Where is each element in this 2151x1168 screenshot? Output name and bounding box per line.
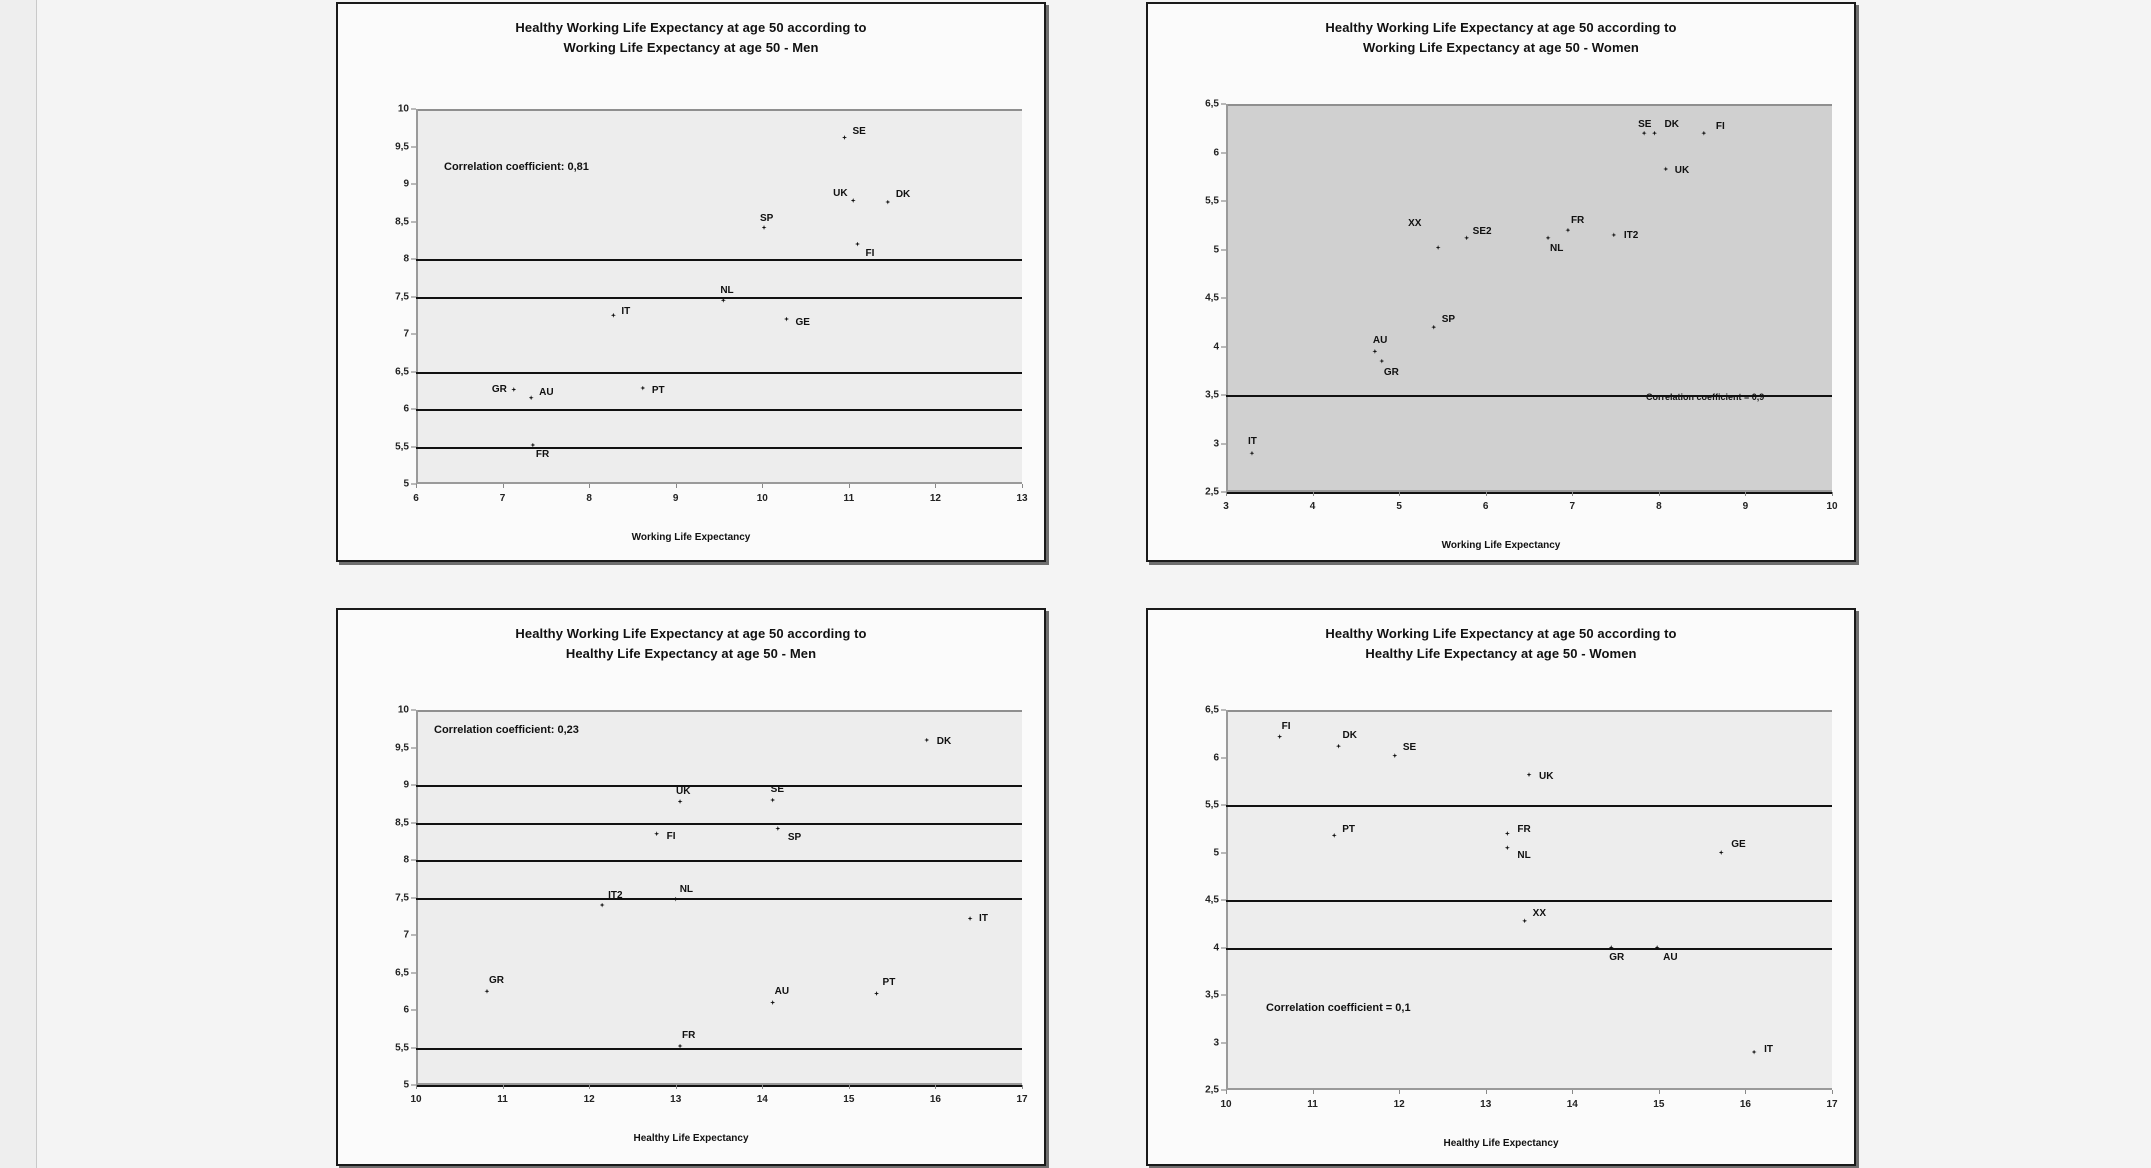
data-point-marker xyxy=(1751,1049,1758,1056)
y-axis-tick-mark xyxy=(1221,104,1226,105)
data-point-label: NL xyxy=(720,285,734,297)
data-point-marker xyxy=(1641,130,1648,137)
x-axis-tick-label: 16 xyxy=(1739,1099,1751,1110)
y-axis-tick-label: 9,5 xyxy=(395,742,409,753)
gridline xyxy=(1226,492,1832,494)
y-axis-tick-label: 4 xyxy=(1213,942,1219,953)
y-axis-tick-label: 6,5 xyxy=(395,366,409,377)
data-point-label: IT2 xyxy=(608,890,623,901)
x-axis-tick-mark xyxy=(676,484,677,488)
data-point-label: GE xyxy=(1731,838,1746,850)
y-axis-tick-mark xyxy=(1221,710,1226,711)
y-axis-tick-mark xyxy=(1221,395,1226,396)
y-axis-tick-label: 6 xyxy=(1213,147,1219,158)
data-point-label: SE xyxy=(852,125,866,137)
x-axis-tick-mark xyxy=(1572,1090,1573,1094)
x-axis-tick-mark xyxy=(762,484,763,488)
plot-background xyxy=(1226,104,1832,492)
x-axis-tick-mark xyxy=(1486,1090,1487,1094)
data-point-marker xyxy=(528,394,535,401)
data-point-label: PT xyxy=(1342,824,1355,836)
y-axis-tick-mark xyxy=(411,221,416,222)
gridline xyxy=(1226,805,1832,807)
x-axis-tick-mark xyxy=(503,484,504,488)
gridline xyxy=(416,1085,1022,1087)
data-point-label: IT xyxy=(1247,436,1257,448)
chart-panel-bottom-left xyxy=(336,608,1046,1166)
y-axis-tick-label: 3 xyxy=(1213,1037,1219,1048)
data-point-marker xyxy=(529,442,536,449)
x-axis-tick-label: 4 xyxy=(1309,501,1316,512)
gridline xyxy=(416,898,1022,900)
x-axis-tick-label: 15 xyxy=(1653,1099,1665,1110)
y-axis-tick-mark xyxy=(1221,298,1226,299)
x-axis-tick-mark xyxy=(1226,1090,1227,1094)
data-point-label: NL xyxy=(1517,849,1531,861)
x-axis-tick-mark xyxy=(1399,1090,1400,1094)
data-point-label: AU xyxy=(1372,335,1388,347)
data-point-marker xyxy=(1526,771,1533,778)
data-point-label: FI xyxy=(666,830,676,842)
y-axis-tick-label: 7,5 xyxy=(395,892,409,903)
data-point-label: SP xyxy=(760,212,774,224)
data-point-marker xyxy=(677,1043,684,1050)
data-point-label: PT xyxy=(882,976,896,988)
x-axis-tick-mark xyxy=(589,1085,590,1089)
y-axis-tick-label: 7,5 xyxy=(395,291,409,302)
panel-title-line-1: Healthy Working Life Expectancy at age 50 according to xyxy=(1325,626,1677,641)
y-axis-tick-label: 5 xyxy=(1213,244,1219,255)
panel-title-line-2: Working Life Expectancy at age 50 - Women xyxy=(1363,40,1639,56)
x-axis-title: Working Life Expectancy xyxy=(1441,540,1561,551)
data-point-marker xyxy=(639,385,646,392)
data-point-marker xyxy=(1378,358,1385,365)
data-point-label: GR xyxy=(1383,367,1399,379)
data-point-marker xyxy=(1545,234,1552,241)
correlation-coefficient-annotation: Correlation coefficient = 0,1 xyxy=(1266,1002,1411,1014)
x-axis-line xyxy=(1226,1088,1832,1090)
x-axis-tick-label: 12 xyxy=(1393,1099,1405,1110)
x-axis-tick-label: 7 xyxy=(1569,501,1576,512)
data-point-marker xyxy=(1335,743,1342,750)
y-axis-tick-label: 8,5 xyxy=(395,216,409,227)
panel-title-line-1: Healthy Working Life Expectancy at age 50 according to xyxy=(515,626,867,641)
correlation-coefficient-annotation: Correlation coefficient: 0,81 xyxy=(444,161,589,173)
x-axis-tick-mark xyxy=(503,1085,504,1089)
gridline xyxy=(416,1048,1022,1050)
x-axis-tick-mark xyxy=(416,1085,417,1089)
x-axis-tick-mark xyxy=(1022,1085,1023,1089)
gridline xyxy=(416,447,1022,449)
data-point-label: FI xyxy=(1281,720,1291,732)
gridline xyxy=(416,259,1022,261)
data-point-marker xyxy=(1435,244,1442,251)
x-axis-tick-label: 12 xyxy=(929,493,941,504)
x-axis-tick-mark xyxy=(762,1085,763,1089)
y-axis-tick-mark xyxy=(1221,900,1226,901)
y-axis-tick-mark xyxy=(411,935,416,936)
y-axis-tick-label: 6 xyxy=(403,1004,409,1016)
x-axis-tick-mark xyxy=(1022,484,1023,488)
data-point-marker xyxy=(769,999,776,1006)
data-point-label: SE2 xyxy=(1472,225,1492,237)
data-point-label: IT2 xyxy=(1623,229,1639,241)
x-axis-tick-label: 10 xyxy=(410,1094,422,1105)
plot-top-rule xyxy=(416,109,1022,111)
panel-title-line-2: Healthy Life Expectancy at age 50 - Men xyxy=(565,646,817,662)
x-axis-tick-label: 10 xyxy=(1220,1099,1232,1110)
x-axis-tick-mark xyxy=(935,1085,936,1089)
data-point-label: XX xyxy=(1532,907,1546,919)
data-point-marker xyxy=(1276,733,1283,740)
data-point-label: GR xyxy=(488,975,504,987)
x-axis-tick-label: 13 xyxy=(670,1094,682,1105)
data-point-label: UK xyxy=(1674,164,1690,176)
y-axis-tick-label: 6 xyxy=(403,403,409,415)
x-axis-tick-mark xyxy=(1745,492,1746,496)
data-point-label: IT xyxy=(621,306,631,318)
y-axis-tick-mark xyxy=(1221,995,1226,996)
data-point-label: GR xyxy=(1609,951,1625,963)
x-axis-tick-mark xyxy=(1313,1090,1314,1094)
data-point-label: XX xyxy=(1408,217,1422,229)
data-point-marker xyxy=(1608,944,1615,951)
y-axis-tick-mark xyxy=(411,409,416,410)
data-point-label: AU xyxy=(539,386,554,398)
x-axis-tick-label: 6 xyxy=(413,493,419,504)
data-point-label: DK xyxy=(1342,730,1357,742)
data-point-label: NL xyxy=(679,884,694,895)
data-point-marker xyxy=(1504,830,1511,837)
data-point-label: UK xyxy=(676,785,691,797)
x-axis-tick-label: 11 xyxy=(843,493,855,504)
y-axis-tick-label: 3 xyxy=(1213,438,1219,449)
x-axis-tick-mark xyxy=(849,1085,850,1089)
data-point-marker xyxy=(1654,944,1661,951)
data-point-marker xyxy=(1430,324,1437,331)
x-axis-tick-mark xyxy=(1832,1090,1833,1094)
data-point-marker xyxy=(774,825,781,832)
y-axis-tick-mark xyxy=(411,334,416,335)
panel-title xyxy=(338,624,1044,664)
gridline xyxy=(416,860,1022,862)
data-point-marker xyxy=(854,241,861,248)
y-axis-tick-label: 4 xyxy=(1213,341,1219,352)
x-axis-tick-mark xyxy=(1659,1090,1660,1094)
x-axis-tick-mark xyxy=(1399,492,1400,496)
data-point-marker xyxy=(677,798,684,805)
data-point-marker xyxy=(1504,844,1511,851)
x-axis-tick-label: 10 xyxy=(1826,501,1838,512)
data-point-marker xyxy=(850,197,857,204)
data-point-marker xyxy=(1662,165,1669,172)
plot-area-top-left xyxy=(395,103,1028,504)
y-axis-tick-mark xyxy=(411,296,416,297)
y-axis-tick-label: 5 xyxy=(403,478,409,490)
y-axis-tick-mark xyxy=(411,747,416,748)
panel-title-line-2: Working Life Expectancy at age 50 - Men xyxy=(563,40,819,56)
y-axis-tick-label: 6,5 xyxy=(1205,98,1219,110)
data-point-label: SE xyxy=(1402,741,1417,753)
y-axis-tick-label: 6,5 xyxy=(1205,704,1219,716)
data-point-label: FI xyxy=(865,248,875,259)
x-axis-tick-label: 11 xyxy=(1307,1099,1318,1110)
y-axis-tick-mark xyxy=(1221,152,1226,153)
data-point-marker xyxy=(873,990,880,997)
panel-title xyxy=(1148,624,1854,664)
x-axis-tick-label: 13 xyxy=(1480,1099,1492,1110)
y-axis-tick-label: 3,5 xyxy=(1205,389,1219,401)
x-axis-tick-label: 12 xyxy=(583,1094,595,1105)
x-axis-tick-label: 7 xyxy=(499,493,506,504)
data-point-label: DK xyxy=(895,189,911,200)
y-axis-tick-mark xyxy=(411,371,416,372)
x-axis-tick-mark xyxy=(1832,492,1833,496)
y-axis-tick-mark xyxy=(411,1047,416,1048)
gridline xyxy=(416,372,1022,374)
data-point-marker xyxy=(653,830,660,837)
x-axis-tick-label: 17 xyxy=(1016,1094,1028,1105)
correlation-coefficient-annotation: Correlation coefficient: 0,23 xyxy=(434,724,579,736)
y-axis-tick-label: 10 xyxy=(397,704,409,716)
x-axis-tick-mark xyxy=(1659,492,1660,496)
y-axis-tick-label: 8 xyxy=(403,854,409,866)
y-axis-tick-label: 8,5 xyxy=(395,817,409,828)
x-axis-tick-mark xyxy=(1486,492,1487,496)
y-axis-tick-label: 9 xyxy=(403,178,409,190)
x-axis-tick-label: 6 xyxy=(1482,501,1489,512)
x-axis-tick-label: 17 xyxy=(1826,1099,1838,1110)
y-axis-tick-label: 5 xyxy=(403,1079,409,1091)
y-axis-line xyxy=(1226,104,1228,492)
data-point-label: FI xyxy=(1715,121,1725,133)
panel-title-line-2: Healthy Life Expectancy at age 50 - Women xyxy=(1365,646,1637,662)
data-point-marker xyxy=(1248,450,1255,457)
data-point-label: FR xyxy=(1517,823,1531,835)
y-axis-tick-mark xyxy=(1221,757,1226,758)
panel-title-line-1: Healthy Working Life Expectancy at age 50 according to xyxy=(515,20,867,35)
y-axis-tick-label: 4,5 xyxy=(1205,894,1219,906)
y-axis-tick-mark xyxy=(411,897,416,898)
plot-area-top-right xyxy=(1205,98,1838,512)
data-point-label: SP xyxy=(787,831,802,843)
data-point-label: IT xyxy=(1764,1044,1773,1055)
panel-title-line-1: Healthy Working Life Expectancy at age 50 according to xyxy=(1325,20,1677,35)
x-axis-tick-label: 8 xyxy=(1656,501,1662,512)
x-axis-line xyxy=(416,482,1022,484)
data-point-marker xyxy=(783,316,790,323)
y-axis-tick-label: 5,5 xyxy=(395,441,409,452)
y-axis-tick-label: 3,5 xyxy=(1205,989,1219,1001)
y-axis-tick-label: 10 xyxy=(397,103,409,115)
x-axis-tick-mark xyxy=(1745,1090,1746,1094)
data-point-marker xyxy=(1391,752,1398,759)
y-axis-tick-mark xyxy=(1221,947,1226,948)
x-axis-tick-label: 11 xyxy=(497,1094,508,1105)
x-axis-tick-label: 9 xyxy=(1742,501,1749,512)
data-point-marker xyxy=(599,902,606,909)
y-axis-tick-label: 5,5 xyxy=(395,1042,409,1053)
x-axis-tick-label: 16 xyxy=(929,1094,941,1105)
data-point-label: GR xyxy=(491,383,507,395)
data-point-marker xyxy=(884,199,891,206)
y-axis-tick-mark xyxy=(411,259,416,260)
data-point-marker xyxy=(761,224,768,231)
x-axis-tick-label: 14 xyxy=(756,1094,768,1105)
y-axis-tick-mark xyxy=(411,710,416,711)
data-point-label: AU xyxy=(1663,951,1678,963)
gridline xyxy=(416,823,1022,825)
x-axis-tick-label: 14 xyxy=(1566,1099,1578,1110)
x-axis-tick-mark xyxy=(1226,492,1227,496)
y-axis-tick-label: 6 xyxy=(1213,752,1219,763)
data-point-marker xyxy=(1331,832,1338,839)
y-axis-tick-label: 4,5 xyxy=(1205,292,1219,304)
y-axis-tick-mark xyxy=(1221,805,1226,806)
y-axis-tick-mark xyxy=(411,146,416,147)
gridline xyxy=(1226,900,1832,902)
data-point-marker xyxy=(1521,917,1528,924)
y-axis-tick-mark xyxy=(411,785,416,786)
data-point-label: DK xyxy=(1664,119,1679,131)
y-axis-tick-mark xyxy=(1221,249,1226,250)
y-axis-tick-label: 9 xyxy=(403,779,409,791)
chart-panel-top-left xyxy=(336,2,1046,562)
plot-top-rule xyxy=(1226,710,1832,712)
x-axis-tick-label: 9 xyxy=(672,493,679,504)
data-point-label: SE xyxy=(770,784,785,795)
data-point-label: PT xyxy=(651,385,665,396)
data-point-marker xyxy=(510,386,517,393)
y-axis-tick-label: 7 xyxy=(403,328,409,340)
y-axis-tick-label: 2,5 xyxy=(1205,486,1219,498)
y-axis-tick-mark xyxy=(1221,346,1226,347)
data-point-marker xyxy=(483,988,490,995)
y-axis-tick-label: 5,5 xyxy=(1205,799,1219,811)
data-point-marker xyxy=(923,737,930,744)
data-point-marker xyxy=(1651,130,1658,137)
x-axis-tick-mark xyxy=(849,484,850,488)
x-axis-tick-mark xyxy=(416,484,417,488)
y-axis-tick-label: 8 xyxy=(403,253,409,265)
x-axis-tick-label: 13 xyxy=(1016,493,1028,504)
data-point-label: NL xyxy=(1550,242,1564,254)
x-axis-tick-mark xyxy=(676,1085,677,1089)
data-point-marker xyxy=(720,297,727,304)
y-axis-tick-label: 5 xyxy=(1213,847,1219,858)
data-point-marker xyxy=(841,134,848,141)
gridline xyxy=(416,785,1022,787)
data-point-marker xyxy=(1463,234,1470,241)
x-axis-tick-mark xyxy=(1313,492,1314,496)
chart-panel-bottom-right xyxy=(1146,608,1856,1166)
data-point-marker xyxy=(1371,348,1378,355)
data-point-marker xyxy=(1564,227,1571,234)
x-axis-tick-mark xyxy=(589,484,590,488)
y-axis-tick-mark xyxy=(411,822,416,823)
data-point-label: FR xyxy=(535,449,550,460)
x-axis-tick-label: 10 xyxy=(756,493,768,504)
data-point-label: IT xyxy=(979,912,988,924)
data-point-label: UK xyxy=(1539,770,1554,782)
x-axis-title: Healthy Life Expectancy xyxy=(633,1133,749,1144)
y-axis-tick-mark xyxy=(411,109,416,110)
data-point-marker xyxy=(610,312,617,319)
y-axis-tick-mark xyxy=(1221,852,1226,853)
x-axis-tick-mark xyxy=(935,484,936,488)
x-axis-tick-label: 15 xyxy=(843,1094,855,1105)
x-axis-tick-mark xyxy=(1572,492,1573,496)
correlation-coefficient-annotation: Correlation coefficient = 0,9 xyxy=(1646,392,1765,402)
gridline xyxy=(416,409,1022,411)
y-axis-tick-mark xyxy=(411,446,416,447)
data-point-marker xyxy=(967,915,974,922)
y-axis-tick-label: 6,5 xyxy=(395,967,409,978)
x-axis-tick-label: 5 xyxy=(1396,501,1402,512)
x-axis-tick-label: 8 xyxy=(586,493,592,504)
x-axis-title: Healthy Life Expectancy xyxy=(1443,1138,1559,1149)
data-point-label: UK xyxy=(833,187,848,199)
data-point-marker xyxy=(672,896,679,903)
data-point-marker xyxy=(769,797,776,804)
plot-top-rule xyxy=(1226,104,1832,106)
y-axis-tick-mark xyxy=(411,184,416,185)
x-axis-title: Working Life Expectancy xyxy=(631,532,751,543)
plot-area-bottom-left xyxy=(395,704,1028,1105)
data-point-label: SP xyxy=(1441,314,1456,326)
data-point-label: FR xyxy=(1570,215,1585,227)
data-point-label: AU xyxy=(774,985,790,997)
panel-title xyxy=(338,18,1044,58)
x-axis-tick-label: 3 xyxy=(1223,501,1229,512)
y-axis-tick-mark xyxy=(411,972,416,973)
y-axis-tick-mark xyxy=(1221,443,1226,444)
data-point-label: DK xyxy=(936,736,952,747)
y-axis-tick-label: 2,5 xyxy=(1205,1084,1219,1096)
data-point-marker xyxy=(1718,849,1725,856)
panel-title xyxy=(1148,18,1854,58)
y-axis-tick-mark xyxy=(1221,201,1226,202)
plot-top-rule xyxy=(416,710,1022,712)
data-point-label: SE xyxy=(1638,119,1652,131)
y-axis-tick-label: 9,5 xyxy=(395,141,409,152)
plot-area-bottom-right xyxy=(1205,704,1838,1110)
data-point-label: GE xyxy=(795,317,810,328)
y-axis-tick-label: 5,5 xyxy=(1205,195,1219,207)
data-point-marker xyxy=(1700,130,1707,137)
data-point-label: FR xyxy=(682,1030,696,1041)
gridline xyxy=(1226,948,1832,950)
chart-panel-top-right xyxy=(1146,2,1856,562)
data-point-marker xyxy=(1610,231,1617,238)
left-rail xyxy=(0,0,37,1168)
y-axis-tick-mark xyxy=(411,1010,416,1011)
y-axis-tick-mark xyxy=(1221,1042,1226,1043)
y-axis-tick-label: 7 xyxy=(403,929,409,941)
y-axis-tick-mark xyxy=(411,860,416,861)
